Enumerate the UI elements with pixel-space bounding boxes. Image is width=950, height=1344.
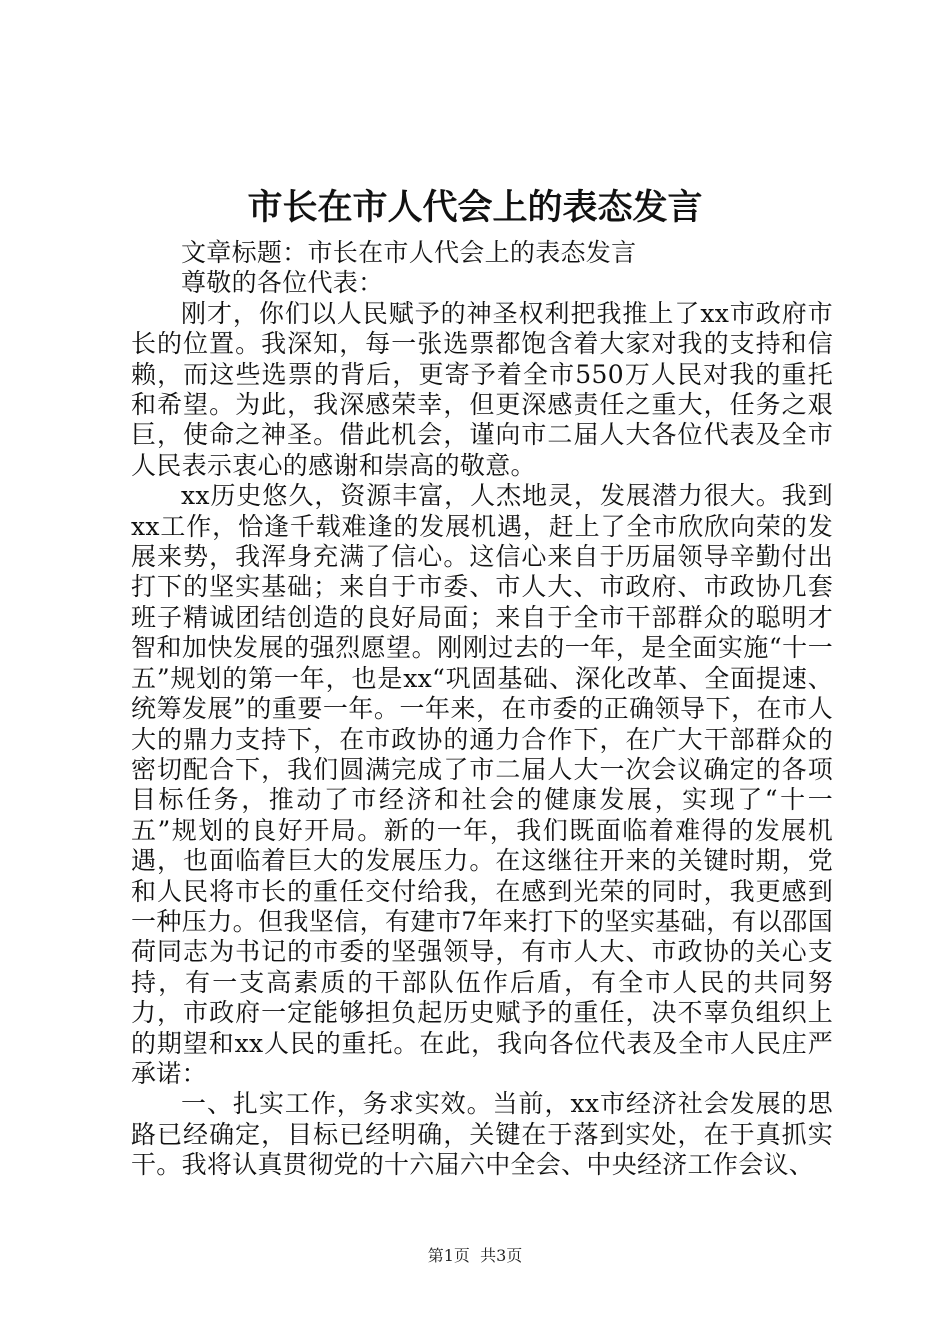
- page-total: 共3页: [480, 1246, 523, 1265]
- paragraph: 刚才，你们以人民赋予的神圣权利把我推上了xx市政府市长的位置。我深知，每一张选票都饱含着大家对我的支持和信赖，而这些选票的背后，更寄予着全市550万人民对我的重托和希望。为此，我深感荣幸，但更深感责任之重大，任务之艰巨，使命之神圣。借此机会，谨向市二届人大各位代表及全市人民表示衷心的感谢和崇高的敬意。: [131, 298, 833, 480]
- page-number: 第1页: [427, 1246, 470, 1265]
- page-footer: [0, 1244, 950, 1268]
- paragraph: 一、扎实工作，务求实效。当前，xx市经济社会发展的思路已经确定，目标已经明确，关键在于落到实处，在于真抓实干。我将认真贯彻党的十六届六中全会、中央经济工作会议、: [131, 1089, 833, 1180]
- paragraph-article-title: 文章标题：市长在市人代会上的表态发言: [181, 238, 637, 267]
- paragraph-salutation: 尊敬的各位代表：: [181, 268, 384, 298]
- document-body: [131, 238, 833, 1181]
- document-title: 市长在市人代会上的表态发言: [247, 187, 703, 228]
- paragraph: xx历史悠久，资源丰富，人杰地灵，发展潜力很大。我到xx工作，恰逢千载难逢的发展机遇，赶上了全市欣欣向荣的发展来势，我浑身充满了信心。这信心来自于历届领导辛勤付出打下的坚实基础；来自于市委、市人大、市政府、市政协几套班子精诚团结创造的良好局面；来自于全市干部群众的聪明才智和加快发展的强烈愿望。刚刚过去的一年，是全面实施“十一五”规划的第一年，也是xx“巩固基础、深化改革、全面提速、统筹发展”的重要一年。一年来，在市委的正确领导下，在市人大的鼎力支持下，在市政协的通力合作下，在广大干部群众的密切配合下，我们圆满完成了市二届人大一次会议确定的各项目标任务，推动了市经济和社会的健康发展，实现了“十一五”规划的良好开局。新的一年，我们既面临着难得的发展机遇，也面临着巨大的发展压力。在这继往开来的关键时期，党和人民将市长的重任交付给我，在感到光荣的同时，我更感到一种压力。但我坚信，有建市7年来打下的坚实基础，有以邵国荷同志为书记的市委的坚强领导，有市人大、市政协的关心支持，有一支高素质的干部队伍作后盾，有全市人民的共同努力，市政府一定能够担负起历史赋予的重任，决不辜负组织上的期望和xx人民的重托。在此，我向各位代表及全市人民庄严承诺：: [131, 481, 833, 1088]
